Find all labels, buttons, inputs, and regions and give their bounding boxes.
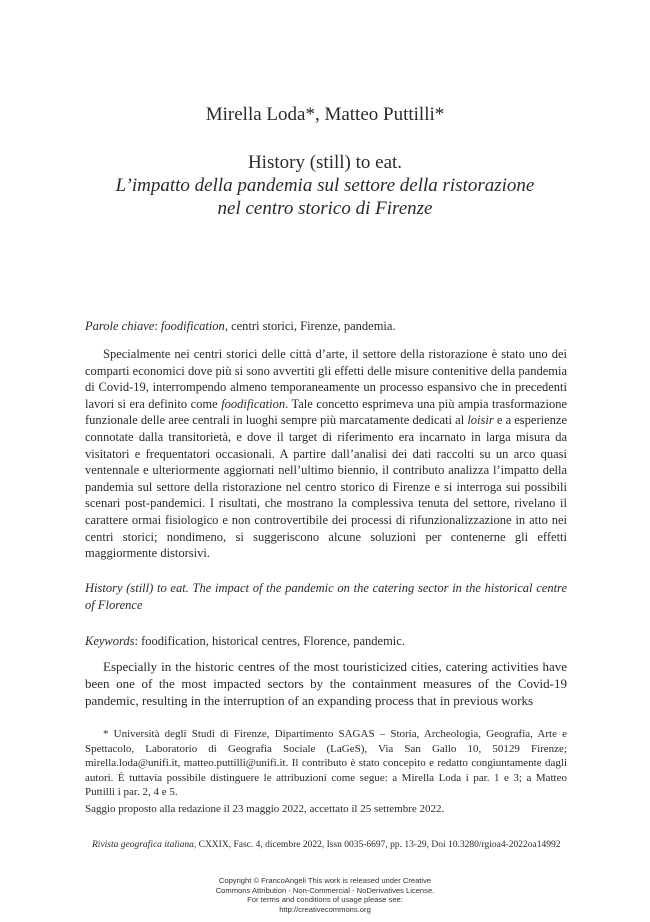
keyword-foodification: foodification (160, 319, 225, 333)
article-title (0, 151, 650, 220)
abstract-part-1: Specialmente nei centri storici delle città d’arte, il settore della ristorazione è stato uno dei comparti economici dove più si sono avvertiti gli effetti delle misure contenitive della pandemia di Covid-19, interrompendo almeno temporaneamente un processo espansivo che in precedenti lavori si era definito come (85, 347, 567, 411)
journal-name: Rivista geografica italiana (92, 840, 194, 850)
abstract-english (85, 658, 567, 709)
journal-citation (92, 840, 562, 850)
abstract-term-loisir: loisir (467, 413, 494, 428)
keywords-english (85, 633, 567, 650)
title-line-3: nel centro storico di Firenze (217, 198, 433, 219)
copyright-notice (0, 876, 650, 914)
abstract-en-text: Especially in the historic centres of the most touristicized cities, catering activities have been one of the most impacted sectors by the containment measures of the Covid-19 pandemic, resulting in the interruption of an expanding process that in previous works (85, 659, 567, 708)
abstract-part-2: . Tale concetto esprimeva una più ampia trasformazione funzionale delle aree centrali in luoghi sempre più marcatamente dedicati al (85, 396, 568, 428)
title-line-2: L’impatto della pandemia sul settore della ristorazione (115, 175, 535, 196)
copyright-link[interactable]: http://creativecommons.org (279, 904, 371, 914)
copyright-line-3: For terms and conditions of usage please see: (247, 895, 403, 905)
footnote-text: * Università degli Studi di Firenze, Dipartimento SAGAS – Storia, Archeologia, Geografia, Arte e Spettacolo, Laboratorio di Geografia Sociale (LaGeS), Via San Gallo 10, 50129 Firenze; mirella.loda@unifi.it, matteo.puttilli@unifi.it. Il contributo è stato concepito e redatto congiuntamente dagli autori. È tuttavia possibile distinguere le attribuzioni come segue: a Mirella Loda i par. 1 e 3; a Matteo Puttilli i par. 2, 4 e 5. (85, 728, 567, 798)
keywords-label: Parole chiave (85, 319, 155, 333)
footnote (85, 727, 567, 800)
keywords-rest: , centri storici, Firenze, pandemia. (224, 319, 396, 333)
keywords-italian (85, 318, 567, 335)
author-names: Mirella Loda*, Matteo Puttilli* (205, 104, 445, 125)
abstract-term-foodification: foodification (221, 396, 286, 411)
keywords-en-label: Keywords (85, 634, 135, 648)
journal-details: , CXXIX, Fasc. 4, dicembre 2022, Issn 0035-6697, pp. 13-29, Doi 10.3280/rgioa4-2022oa14992 (193, 840, 561, 850)
keywords-en-rest: : foodification, historical centres, Florence, pandemic. (134, 634, 405, 648)
title-line-1: History (still) to eat. (247, 152, 403, 173)
abstract-italian (85, 346, 567, 562)
english-title: History (still) to eat. The impact of the pandemic on the catering sector in the historical centre of Florence (85, 581, 567, 612)
copyright-line-2: Commons Attribution - Non-Commercial - NoDerivatives License. (215, 885, 435, 895)
copyright-line-1: Copyright © FrancoAngeli This work is released under Creative (218, 876, 432, 885)
abstract-part-3: e a esperienze connotate dalla transitorietà, e dove il target di riferimento era incarnato in larga misura da visitatori e frequentatori occasionali. A partire dall’analisi dei dati raccolti su un arco quasi ventennale e ulteriormente aggiornati nell’ultimo biennio, il contributo analizza l’impatto della pandemia sul settore della ristorazione nel centro storico di Firenze e si interroga sui possibili scenari post-pandemici. I risultati, che mostrano la complessiva tenuta del settore, rivelano il carattere ormai fisiologico e non controvertibile dei processi di rifunzionalizzazione in atto nei centri storici; nondimeno, si suggeriscono alcune soluzioni per contenerne gli effetti maggiormente distorsivi. (85, 413, 567, 561)
submission-note: Saggio proposto alla redazione il 23 maggio 2022, accettato il 25 settembre 2022. (85, 803, 445, 815)
keywords-separator: : (154, 319, 161, 333)
